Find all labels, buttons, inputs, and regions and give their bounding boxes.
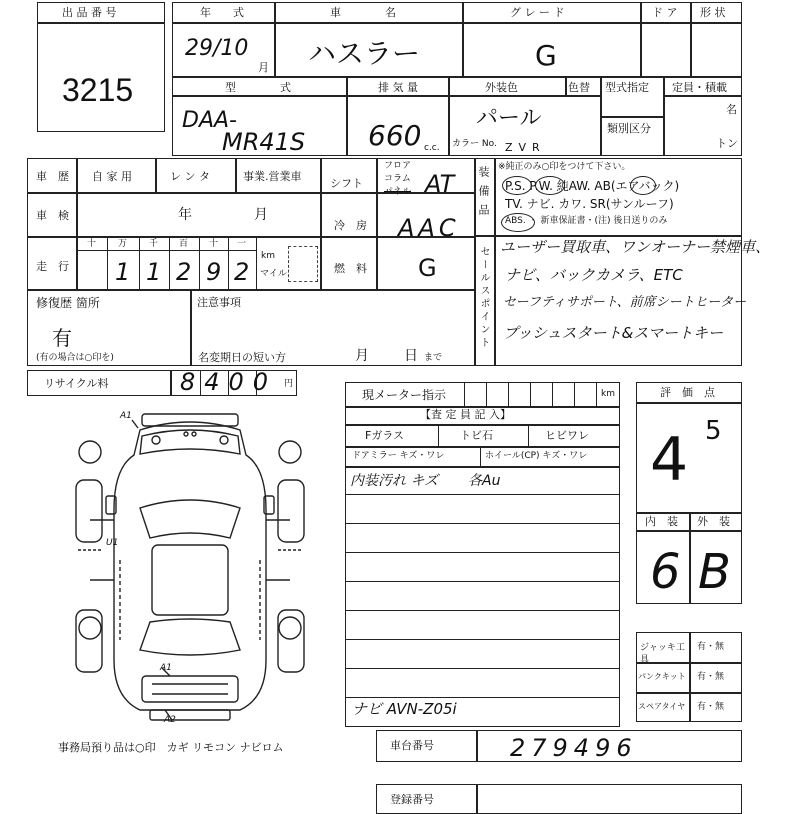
sales-line-3: セーフティサポート、前席シートヒーター (503, 295, 747, 310)
registration-label: 登録番号 (390, 793, 434, 806)
puncture-label: パンクキット (638, 672, 686, 681)
recycle-label: リサイクル料 (44, 377, 109, 390)
diagram-mark-a1: A1 (120, 411, 132, 421)
model-label: 車 名 (330, 6, 396, 19)
inspector-title: 【査 定 員 記 入】 (420, 408, 511, 421)
color-value: パール (476, 106, 542, 131)
shift-label: シフト (330, 177, 363, 190)
ac-label: 冷 房 (334, 219, 367, 232)
grade-value: G (535, 39, 557, 72)
equipment-line1: P.S. P.W. 純AW. AB(エアバック) (505, 179, 680, 193)
digit-3: 百 (179, 239, 189, 249)
meter-label: 現メーター指示 (362, 388, 447, 402)
diagram-mark-a2: A2 (164, 715, 176, 725)
remark-1: 内装汚れ キズ (350, 473, 439, 489)
mileage-digit-1: 1 (115, 258, 131, 286)
mileage-digit-5: 2 (234, 258, 250, 286)
sales-line-2: ナビ、バックカメラ、ETC (505, 266, 683, 284)
mileage-digit-3: 2 (176, 258, 192, 286)
history-label: 車 歴 (36, 170, 69, 183)
color-label: 外装色 (485, 81, 518, 94)
meter-unit: km (601, 389, 615, 399)
history-business: 事業.営業車 (243, 170, 302, 183)
puncture-value: 有・無 (697, 672, 725, 682)
diagram-mark-a1b: A1 (160, 663, 172, 673)
shape-label: 形 状 (700, 6, 726, 19)
class-label: 類別区分 (607, 122, 651, 135)
inspection-month: 月 (254, 207, 268, 223)
digit-0: 十 (87, 239, 97, 249)
crack-label: ヒビワレ (545, 429, 589, 442)
shift-column: コラム (384, 174, 411, 184)
sales-side-label: セールスポイント (478, 246, 489, 350)
abs-circle (501, 213, 535, 232)
shift-value: AT (425, 170, 455, 198)
repair-note: (有の場合は○印を) (36, 353, 114, 363)
mileage-label: 走 行 (36, 260, 69, 273)
expiry-day: 日 (404, 348, 418, 364)
interior-label: 内 装 (645, 515, 678, 528)
recycle-value: 8400 (180, 368, 278, 396)
inspection-year: 年 (178, 207, 192, 223)
mirror-label: ドアミラー キズ・ワレ (352, 451, 445, 461)
type-label: 型 式 (225, 81, 291, 94)
shift-panel: パネル (384, 187, 412, 197)
history-private: 自 家 用 (92, 170, 132, 183)
color-change-label: 色替 (568, 81, 590, 94)
ab-circle (630, 176, 656, 195)
expiry-until: まで (424, 353, 443, 363)
spare-label: スペアタイヤ (638, 702, 686, 711)
type-value-2: MR41S (222, 128, 306, 156)
fuel-label: 燃 料 (334, 262, 367, 275)
spare-value: 有・無 (697, 702, 725, 712)
inspection-label: 車 検 (36, 209, 69, 222)
mileage-digit-2: 1 (146, 258, 162, 286)
score-label: 評 価 点 (660, 386, 715, 399)
equipment-note: ※純正のみ○印をつけて下さい。 (498, 162, 631, 172)
person-unit: 名 (726, 103, 737, 116)
chip-label: トビ石 (460, 429, 493, 442)
recycle-unit: 円 (284, 379, 294, 389)
chassis-value: 279496 (510, 734, 638, 762)
navi-remark: ナビ AVN-Z05i (352, 700, 457, 718)
interior-score: 6 (650, 544, 681, 600)
type-spec-label: 型式指定 (605, 81, 649, 94)
sales-line-1: ユーザー買取車、ワンオーナー禁煙車、 (500, 238, 771, 256)
equipment-line2: TV. ナビ. カワ. SR(サンルーフ) (505, 197, 674, 211)
digit-4: 十 (209, 239, 219, 249)
ps-circle (502, 176, 532, 195)
equipment-line3: ABS. ・ 新車保証書・(注) 後日送りのみ (505, 216, 668, 226)
year-value: 29/10 (185, 36, 249, 61)
cc-unit: c.c. (424, 143, 440, 153)
mileage-digit-4: 9 (206, 258, 222, 286)
capacity-label: 定員・積載 (672, 81, 727, 94)
ac-value: AAC (398, 214, 460, 242)
type-value-1: DAA- (182, 108, 237, 133)
color-no-label: カラー No. (452, 139, 497, 149)
diagram-mark-u1: U1 (106, 538, 119, 548)
notes-label: 注意事項 (197, 296, 241, 309)
grade-label: グ レ ー ド (510, 6, 565, 19)
digit-2: 千 (149, 239, 159, 249)
repair-label: 修復歴 箇所 (36, 296, 100, 310)
expiry-label: 名変期日の短い方 (198, 351, 286, 364)
pw-circle (535, 176, 565, 195)
remark-2: 各Au (468, 473, 501, 489)
repair-value: 有 (52, 326, 72, 350)
ton-unit: トン (716, 137, 738, 150)
sales-line-4: プッシュスタート&スマートキー (503, 324, 724, 342)
equipment-side-label: 装備品 (477, 166, 490, 223)
shift-floor: フロア (384, 161, 412, 171)
car-diagram (60, 410, 320, 730)
exterior-score: B (698, 544, 731, 600)
door-label: ド ア (652, 6, 678, 19)
jack-label: ジャッキ工具 (640, 643, 685, 665)
chassis-label: 車台番号 (390, 739, 434, 752)
fuel-value: G (418, 254, 437, 282)
jack-value: 有・無 (697, 642, 725, 652)
wheel-label: ホイール(CP) キズ・ワレ (485, 451, 588, 461)
score-value: 4 (650, 425, 689, 495)
digit-5: 一 (237, 239, 247, 249)
displacement-label: 排 気 量 (378, 81, 418, 94)
footer-text: 事務局預り品は○印 カギ リモコン ナビロム (58, 741, 284, 754)
digit-1: 万 (118, 239, 128, 249)
color-no-value: ZVR (505, 141, 546, 154)
lot-number: 3215 (62, 72, 134, 108)
expiry-month: 月 (355, 348, 369, 364)
year-label: 年 式 (200, 6, 244, 19)
glass-label: Fガラス (365, 429, 404, 442)
mile-unit: マイル (260, 269, 287, 279)
history-rental: レ ン タ (170, 170, 210, 183)
lot-label: 出 品 番 号 (62, 6, 117, 19)
displacement-value: 660 (368, 119, 422, 152)
exterior-label: 外 装 (697, 515, 730, 528)
score-sup: 5 (705, 416, 722, 446)
km-unit: km (261, 251, 275, 261)
model-value: ハスラー (308, 37, 421, 70)
year-unit: 月 (258, 61, 269, 74)
